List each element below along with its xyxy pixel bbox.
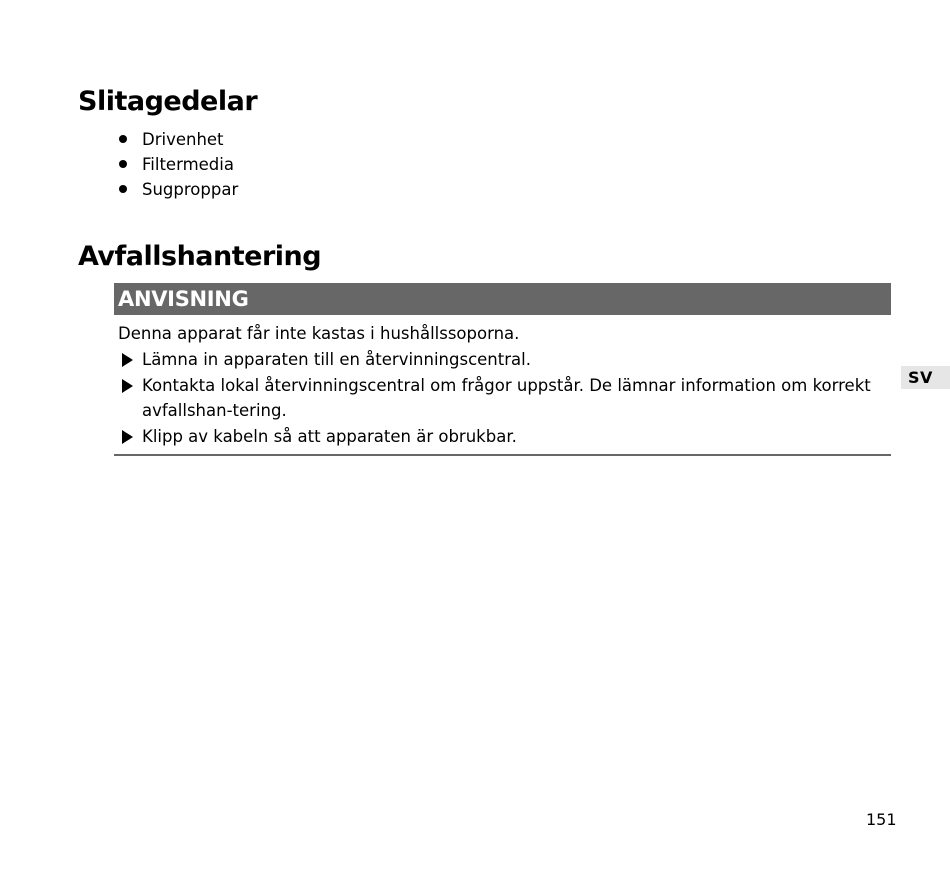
arrow-right-icon <box>122 379 133 393</box>
list-item <box>115 152 238 177</box>
arrow-right-icon <box>122 430 133 444</box>
instruction-step <box>118 424 888 449</box>
list-item-label: Filtermedia <box>142 155 234 174</box>
language-tab <box>901 366 950 389</box>
notice-bottom-rule <box>114 454 891 456</box>
wear-parts-list <box>115 127 238 202</box>
instruction-steps <box>118 347 888 449</box>
instruction-step-text: Lämna in apparaten till en återvinningscentral. <box>142 350 531 369</box>
page-number: 151 <box>866 810 897 829</box>
heading-disposal: Avfallshantering <box>78 241 322 272</box>
instruction-step <box>118 373 888 423</box>
list-item-label: Sugproppar <box>142 180 239 199</box>
instruction-step-text: Kontakta lokal återvinningscentral om frågor uppstår. De lämnar information om korrekt avfallshan-tering. <box>142 376 871 420</box>
notice-body <box>118 321 888 450</box>
list-item <box>115 127 238 152</box>
language-code: SV <box>908 368 933 387</box>
arrow-right-icon <box>122 353 133 367</box>
bullet-icon <box>119 160 127 168</box>
instruction-step-text: Klipp av kabeln så att apparaten är obrukbar. <box>142 427 517 446</box>
bullet-icon <box>119 185 127 193</box>
notice-header-bar <box>114 283 891 315</box>
instruction-step <box>118 347 888 372</box>
list-item <box>115 177 238 202</box>
heading-wear-parts: Slitagedelar <box>78 86 258 117</box>
notice-intro: Denna apparat får inte kastas i hushållssoporna. <box>118 324 520 343</box>
bullet-icon <box>119 135 127 143</box>
notice-label: ANVISNING <box>118 287 249 311</box>
list-item-label: Drivenhet <box>142 130 224 149</box>
